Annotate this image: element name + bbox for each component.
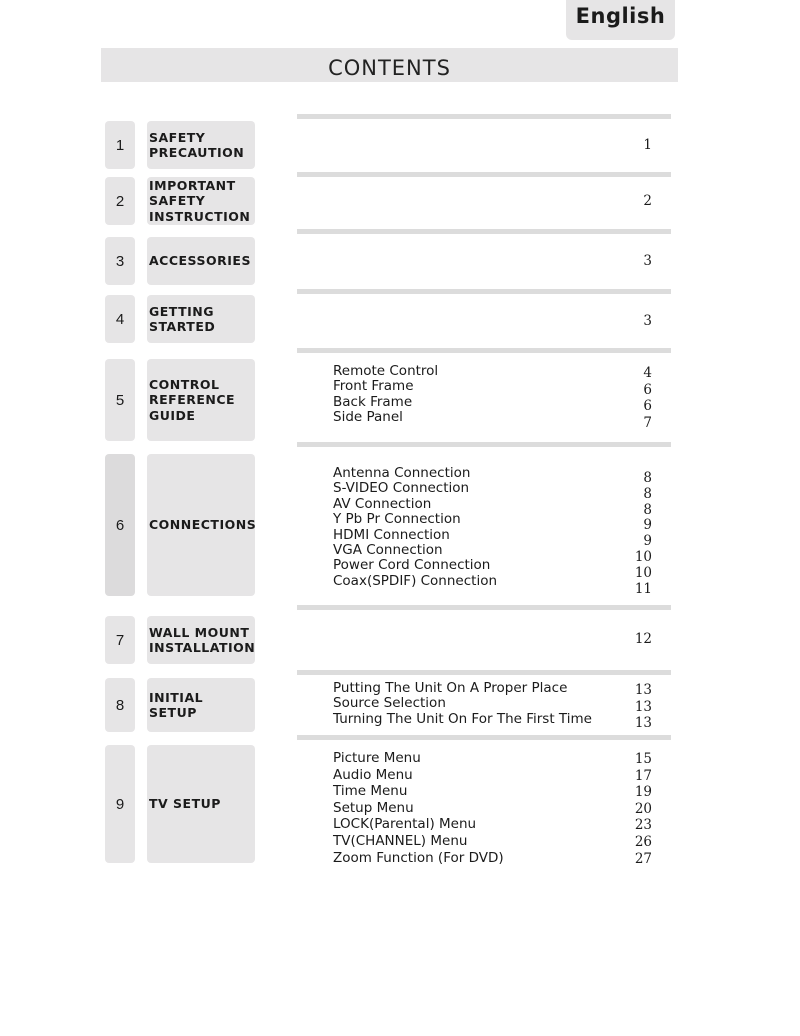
section-title xyxy=(147,359,255,441)
section-number: 5 xyxy=(105,359,135,441)
section-title-text xyxy=(149,690,255,721)
section-divider xyxy=(297,172,671,177)
toc-entry[interactable]: Audio Menu xyxy=(333,766,413,783)
toc-entry[interactable]: Front Frame xyxy=(333,378,414,395)
section-number: 3 xyxy=(105,237,135,285)
section-title-text xyxy=(149,304,215,335)
section-number: 6 xyxy=(105,454,135,596)
section-divider xyxy=(297,348,671,353)
section-title xyxy=(147,745,255,863)
section-title xyxy=(147,454,255,596)
toc-entry[interactable]: Antenna Connection xyxy=(333,465,471,481)
toc-entry[interactable]: Source Selection xyxy=(333,695,446,712)
page-number: 11 xyxy=(634,580,652,597)
section-number: 7 xyxy=(105,616,135,664)
section-title-text xyxy=(149,517,256,533)
page-number: 15 xyxy=(634,751,652,767)
toc-entry[interactable]: Back Frame xyxy=(333,393,413,410)
section-number: 9 xyxy=(105,745,135,863)
page-number: 12 xyxy=(634,631,652,647)
section-divider xyxy=(297,670,671,675)
section-title xyxy=(147,177,255,225)
toc-entry[interactable]: Zoom Function (For DVD) xyxy=(333,849,504,866)
section-title-line: CONTROL xyxy=(149,376,220,392)
page-number: 3 xyxy=(643,313,652,329)
toc-entry[interactable]: Power Cord Connection xyxy=(333,557,491,574)
page-number: 26 xyxy=(634,833,652,850)
page-number: 27 xyxy=(634,850,652,867)
section-title-text xyxy=(149,625,255,656)
section-title xyxy=(147,678,255,732)
section-number: 4 xyxy=(105,295,135,343)
page-number: 9 xyxy=(643,517,652,534)
section-divider xyxy=(297,735,671,740)
section-title-line: WALL MOUNT xyxy=(149,624,250,640)
toc-entry[interactable]: Turning The Unit On For The First Time xyxy=(333,710,592,727)
section-title-line: GETTING xyxy=(149,303,215,319)
page-number: 6 xyxy=(643,381,652,398)
toc-entry[interactable]: HDMI Connection xyxy=(333,526,450,543)
section-items xyxy=(333,681,592,727)
section-items xyxy=(333,364,438,426)
page-number: 20 xyxy=(634,800,652,817)
section-title xyxy=(147,616,255,664)
section-divider xyxy=(297,289,671,294)
section-title-text xyxy=(149,377,235,424)
page-number: 10 xyxy=(634,548,652,565)
section-items xyxy=(333,750,504,866)
page-number: 1 xyxy=(643,137,652,153)
section-title-line: REFERENCE xyxy=(149,392,236,408)
section-number: 8 xyxy=(105,678,135,732)
page-number: 17 xyxy=(634,767,652,784)
section-title xyxy=(147,121,255,169)
section-divider xyxy=(297,114,671,119)
section-number: 2 xyxy=(105,177,135,225)
toc-entry[interactable]: TV(CHANNEL) Menu xyxy=(333,832,468,849)
section-title-text xyxy=(149,130,244,161)
page-number: 19 xyxy=(634,784,652,801)
section-pages xyxy=(620,365,652,431)
section-title-line: INITIAL SETUP xyxy=(149,689,204,720)
section-title-line: INSTALLATION xyxy=(149,640,256,655)
language-tab: English xyxy=(566,0,675,40)
section-title-line: IMPORTANT xyxy=(149,177,236,193)
section-divider xyxy=(297,229,671,234)
section-title-line: SAFETY xyxy=(149,193,206,209)
section-pages xyxy=(620,471,652,597)
section-title-text xyxy=(149,178,250,225)
page-number: 13 xyxy=(634,698,652,715)
section-divider xyxy=(297,605,671,610)
section-title-text xyxy=(149,796,221,812)
section-pages xyxy=(620,253,652,269)
toc-entry[interactable]: LOCK(Parental) Menu xyxy=(333,816,477,833)
section-number: 1 xyxy=(105,121,135,169)
page-number: 4 xyxy=(643,365,652,381)
section-items xyxy=(333,466,497,589)
page-number: 6 xyxy=(643,398,652,414)
section-title xyxy=(147,237,255,285)
page-number: 7 xyxy=(643,414,652,431)
toc-entry[interactable]: Setup Menu xyxy=(333,799,414,816)
section-title xyxy=(147,295,255,343)
page-number: 23 xyxy=(634,817,652,834)
section-pages xyxy=(620,682,652,732)
page-number: 8 xyxy=(643,485,652,502)
page-number: 3 xyxy=(643,253,652,269)
page-number: 13 xyxy=(634,682,652,698)
section-title-line: PRECAUTION xyxy=(149,145,245,160)
page-number: 10 xyxy=(634,564,652,581)
section-title-text xyxy=(149,253,251,269)
page-number: 2 xyxy=(643,193,652,209)
toc-entry[interactable]: Picture Menu xyxy=(333,750,421,766)
section-pages xyxy=(620,137,652,153)
page-title: CONTENTS xyxy=(101,48,678,82)
toc-entry[interactable]: Side Panel xyxy=(333,409,403,426)
section-pages xyxy=(620,631,652,647)
page-number: 13 xyxy=(634,715,652,731)
section-divider xyxy=(297,442,671,447)
section-title-line: ACCESSORIES xyxy=(149,253,251,269)
toc-entry[interactable]: Time Menu xyxy=(333,783,408,800)
page-number: 8 xyxy=(643,501,652,518)
toc-entry[interactable]: Coax(SPDIF) Connection xyxy=(333,572,498,589)
section-pages xyxy=(620,751,652,867)
section-pages xyxy=(620,193,652,209)
section-title-line: STARTED xyxy=(149,319,216,334)
page-number: 8 xyxy=(643,470,652,486)
section-title-line: TV SETUP xyxy=(149,796,221,812)
section-title-line: INSTRUCTION xyxy=(149,208,251,224)
section-title-line: GUIDE xyxy=(149,407,196,423)
section-pages xyxy=(620,313,652,329)
toc-entry[interactable]: Y Pb Pr Connection xyxy=(333,511,461,528)
section-title-line: SAFETY xyxy=(149,129,206,145)
toc-entry[interactable]: S-VIDEO Connection xyxy=(333,480,470,497)
toc-entry[interactable]: Putting The Unit On A Proper Place xyxy=(333,680,568,696)
section-title-line: CONNECTIONS xyxy=(149,517,257,533)
toc-entry[interactable]: AV Connection xyxy=(333,495,432,512)
toc-entry[interactable]: VGA Connection xyxy=(333,542,443,559)
page-number: 9 xyxy=(643,533,652,550)
toc-entry[interactable]: Remote Control xyxy=(333,363,439,379)
